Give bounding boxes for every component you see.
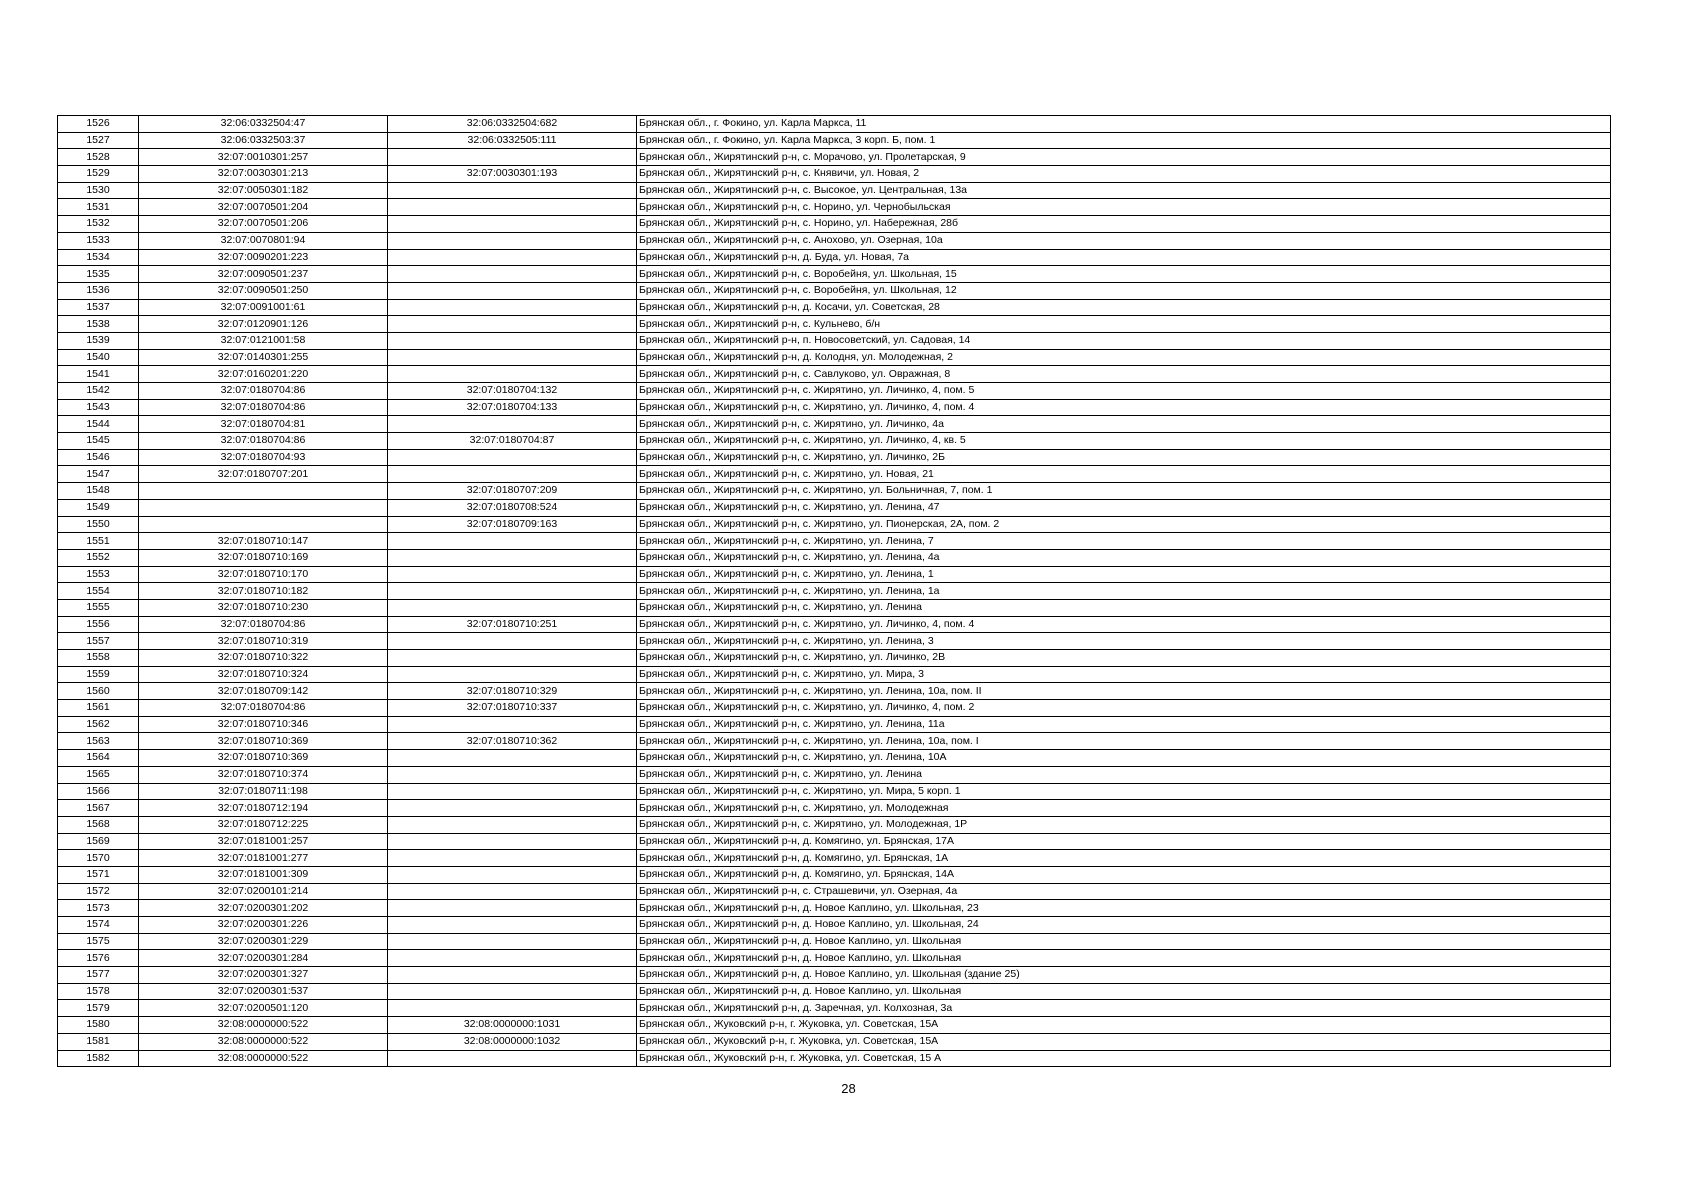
address-cell: Брянская обл., Жирятинский р-н, д. Косачи, ул. Советская, 28 — [637, 299, 1611, 316]
table-row — [58, 166, 1611, 183]
registry-table-body — [58, 116, 1611, 1067]
cadastral-number-cell — [139, 483, 388, 500]
row-number-cell: 1564 — [58, 750, 139, 767]
table-row — [58, 983, 1611, 1000]
cadastral-number-cell: 32:08:0000000:522 — [139, 1033, 388, 1050]
row-number-cell: 1528 — [58, 149, 139, 166]
cadastral-number-cell — [139, 516, 388, 533]
address-cell: Брянская обл., Жирятинский р-н, с. Жирятино, ул. Ленина, 10а, пом. II — [637, 683, 1611, 700]
premises-number-cell — [388, 282, 637, 299]
table-row — [58, 616, 1611, 633]
table-row — [58, 1000, 1611, 1017]
table-row — [58, 182, 1611, 199]
cadastral-number-cell: 32:07:0180710:346 — [139, 716, 388, 733]
premises-number-cell: 32:07:0180704:132 — [388, 383, 637, 400]
address-cell: Брянская обл., Жирятинский р-н, с. Жирятино, ул. Ленина — [637, 766, 1611, 783]
table-row — [58, 266, 1611, 283]
premises-number-cell: 32:07:0180710:337 — [388, 700, 637, 717]
row-number-cell: 1557 — [58, 633, 139, 650]
address-cell: Брянская обл., Жирятинский р-н, д. Колодня, ул. Молодежная, 2 — [637, 349, 1611, 366]
premises-number-cell — [388, 599, 637, 616]
row-number-cell: 1548 — [58, 483, 139, 500]
row-number-cell: 1531 — [58, 199, 139, 216]
address-cell: Брянская обл., Жирятинский р-н, с. Жирятино, ул. Новая, 21 — [637, 466, 1611, 483]
row-number-cell: 1562 — [58, 716, 139, 733]
row-number-cell: 1549 — [58, 499, 139, 516]
premises-number-cell — [388, 583, 637, 600]
cadastral-number-cell: 32:06:0332504:47 — [139, 116, 388, 133]
table-row — [58, 583, 1611, 600]
cadastral-number-cell: 32:07:0030301:213 — [139, 166, 388, 183]
cadastral-number-cell: 32:06:0332503:37 — [139, 132, 388, 149]
table-row — [58, 733, 1611, 750]
premises-number-cell — [388, 816, 637, 833]
cadastral-number-cell: 32:07:0180710:169 — [139, 549, 388, 566]
premises-number-cell — [388, 766, 637, 783]
premises-number-cell — [388, 633, 637, 650]
premises-number-cell — [388, 967, 637, 984]
address-cell: Брянская обл., Жирятинский р-н, д. Новое Каплино, ул. Школьная — [637, 933, 1611, 950]
row-number-cell: 1527 — [58, 132, 139, 149]
cadastral-number-cell: 32:07:0180710:182 — [139, 583, 388, 600]
address-cell: Брянская обл., Жирятинский р-н, с. Жирятино, ул. Ленина, 7 — [637, 533, 1611, 550]
cadastral-number-cell: 32:07:0070801:94 — [139, 232, 388, 249]
address-cell: Брянская обл., Жирятинский р-н, с. Жирятино, ул. Личинко, 4, пом. 4 — [637, 399, 1611, 416]
cadastral-number-cell — [139, 499, 388, 516]
address-cell: Брянская обл., Жирятинский р-н, д. Новое Каплино, ул. Школьная, 23 — [637, 900, 1611, 917]
table-row — [58, 116, 1611, 133]
row-number-cell: 1577 — [58, 967, 139, 984]
row-number-cell: 1529 — [58, 166, 139, 183]
cadastral-number-cell: 32:07:0180711:198 — [139, 783, 388, 800]
table-row — [58, 466, 1611, 483]
row-number-cell: 1569 — [58, 833, 139, 850]
address-cell: Брянская обл., г. Фокино, ул. Карла Маркса, 11 — [637, 116, 1611, 133]
row-number-cell: 1573 — [58, 900, 139, 917]
cadastral-number-cell: 32:08:0000000:522 — [139, 1050, 388, 1067]
address-cell: Брянская обл., Жирятинский р-н, с. Жирятино, ул. Молодежная — [637, 800, 1611, 817]
address-cell: Брянская обл., Жуковский р-н, г. Жуковка, ул. Советская, 15 А — [637, 1050, 1611, 1067]
table-row — [58, 232, 1611, 249]
address-cell: Брянская обл., Жирятинский р-н, с. Жирятино, ул. Молодежная, 1Р — [637, 816, 1611, 833]
address-cell: Брянская обл., Жирятинский р-н, с. Жирятино, ул. Ленина — [637, 599, 1611, 616]
cadastral-number-cell: 32:07:0180710:170 — [139, 566, 388, 583]
row-number-cell: 1532 — [58, 216, 139, 233]
address-cell: Брянская обл., Жирятинский р-н, с. Савлуково, ул. Овражная, 8 — [637, 366, 1611, 383]
premises-number-cell — [388, 950, 637, 967]
address-cell: Брянская обл., Жирятинский р-н, д. Новое Каплино, ул. Школьная — [637, 983, 1611, 1000]
row-number-cell: 1533 — [58, 232, 139, 249]
premises-number-cell — [388, 566, 637, 583]
address-cell: Брянская обл., Жирятинский р-н, с. Жирятино, ул. Ленина, 11а — [637, 716, 1611, 733]
table-row — [58, 199, 1611, 216]
row-number-cell: 1535 — [58, 266, 139, 283]
address-cell: Брянская обл., Жирятинский р-н, с. Княвичи, ул. Новая, 2 — [637, 166, 1611, 183]
premises-number-cell — [388, 366, 637, 383]
address-cell: Брянская обл., Жирятинский р-н, с. Анохово, ул. Озерная, 10а — [637, 232, 1611, 249]
table-row — [58, 716, 1611, 733]
table-row — [58, 650, 1611, 667]
premises-number-cell — [388, 900, 637, 917]
cadastral-number-cell: 32:07:0180704:86 — [139, 433, 388, 450]
address-cell: Брянская обл., Жирятинский р-н, с. Жирятино, ул. Ленина, 10а, пом. I — [637, 733, 1611, 750]
table-row — [58, 633, 1611, 650]
address-cell: Брянская обл., Жирятинский р-н, с. Жирятино, ул. Личинко, 4а — [637, 416, 1611, 433]
table-row — [58, 366, 1611, 383]
row-number-cell: 1571 — [58, 866, 139, 883]
address-cell: Брянская обл., Жирятинский р-н, с. Жирятино, ул. Ленина, 3 — [637, 633, 1611, 650]
cadastral-number-cell: 32:07:0180712:194 — [139, 800, 388, 817]
table-row — [58, 917, 1611, 934]
row-number-cell: 1543 — [58, 399, 139, 416]
premises-number-cell — [388, 800, 637, 817]
address-cell: Брянская обл., Жирятинский р-н, с. Жирятино, ул. Ленина, 10А — [637, 750, 1611, 767]
table-row — [58, 833, 1611, 850]
premises-number-cell: 32:07:0180704:87 — [388, 433, 637, 450]
premises-number-cell — [388, 883, 637, 900]
address-cell: Брянская обл., Жирятинский р-н, д. Комягино, ул. Брянская, 17А — [637, 833, 1611, 850]
address-cell: Брянская обл., Жирятинский р-н, д. Новое Каплино, ул. Школьная — [637, 950, 1611, 967]
table-row — [58, 499, 1611, 516]
table-row — [58, 750, 1611, 767]
address-cell: Брянская обл., Жирятинский р-н, д. Буда, ул. Новая, 7а — [637, 249, 1611, 266]
cadastral-number-cell: 32:07:0180704:86 — [139, 700, 388, 717]
premises-number-cell — [388, 466, 637, 483]
premises-number-cell: 32:07:0180710:251 — [388, 616, 637, 633]
cadastral-number-cell: 32:07:0180710:322 — [139, 650, 388, 667]
address-cell: Брянская обл., Жирятинский р-н, с. Жирятино, ул. Личинко, 4, пом. 4 — [637, 616, 1611, 633]
address-cell: Брянская обл., Жирятинский р-н, с. Жирятино, ул. Мира, 5 корп. 1 — [637, 783, 1611, 800]
address-cell: Брянская обл., Жирятинский р-н, с. Норино, ул. Набережная, 28б — [637, 216, 1611, 233]
row-number-cell: 1580 — [58, 1017, 139, 1034]
row-number-cell: 1539 — [58, 332, 139, 349]
cadastral-number-cell: 32:07:0180704:86 — [139, 616, 388, 633]
row-number-cell: 1575 — [58, 933, 139, 950]
table-row — [58, 599, 1611, 616]
cadastral-number-cell: 32:07:0200501:120 — [139, 1000, 388, 1017]
row-number-cell: 1566 — [58, 783, 139, 800]
row-number-cell: 1526 — [58, 116, 139, 133]
row-number-cell: 1540 — [58, 349, 139, 366]
cadastral-number-cell: 32:07:0200101:214 — [139, 883, 388, 900]
row-number-cell: 1559 — [58, 666, 139, 683]
cadastral-number-cell: 32:07:0180710:324 — [139, 666, 388, 683]
premises-number-cell: 32:07:0180708:524 — [388, 499, 637, 516]
address-cell: Брянская обл., Жирятинский р-н, д. Новое Каплино, ул. Школьная, 24 — [637, 917, 1611, 934]
cadastral-number-cell: 32:07:0200301:229 — [139, 933, 388, 950]
table-row — [58, 132, 1611, 149]
premises-number-cell — [388, 1000, 637, 1017]
cadastral-number-cell: 32:07:0180704:86 — [139, 399, 388, 416]
cadastral-number-cell: 32:07:0180704:81 — [139, 416, 388, 433]
row-number-cell: 1565 — [58, 766, 139, 783]
table-row — [58, 766, 1611, 783]
address-cell: Брянская обл., Жирятинский р-н, п. Новосоветский, ул. Садовая, 14 — [637, 332, 1611, 349]
address-cell: Брянская обл., Жирятинский р-н, с. Норино, ул. Чернобыльская — [637, 199, 1611, 216]
address-cell: Брянская обл., Жирятинский р-н, с. Жирятино, ул. Пионерская, 2А, пом. 2 — [637, 516, 1611, 533]
address-cell: Брянская обл., Жирятинский р-н, с. Жирятино, ул. Мира, 3 — [637, 666, 1611, 683]
cadastral-number-cell: 32:07:0091001:61 — [139, 299, 388, 316]
cadastral-number-cell: 32:07:0090201:223 — [139, 249, 388, 266]
cadastral-number-cell: 32:07:0181001:309 — [139, 866, 388, 883]
address-cell: Брянская обл., Жирятинский р-н, с. Жирятино, ул. Личинко, 2В — [637, 650, 1611, 667]
premises-number-cell — [388, 199, 637, 216]
address-cell: Брянская обл., Жирятинский р-н, с. Жирятино, ул. Личинко, 2Б — [637, 449, 1611, 466]
premises-number-cell — [388, 716, 637, 733]
table-row — [58, 566, 1611, 583]
table-row — [58, 866, 1611, 883]
row-number-cell: 1579 — [58, 1000, 139, 1017]
premises-number-cell — [388, 833, 637, 850]
row-number-cell: 1572 — [58, 883, 139, 900]
table-row — [58, 299, 1611, 316]
table-row — [58, 950, 1611, 967]
table-row — [58, 516, 1611, 533]
row-number-cell: 1542 — [58, 383, 139, 400]
row-number-cell: 1581 — [58, 1033, 139, 1050]
row-number-cell: 1574 — [58, 917, 139, 934]
table-row — [58, 249, 1611, 266]
premises-number-cell — [388, 149, 637, 166]
premises-number-cell — [388, 349, 637, 366]
address-cell: Брянская обл., Жирятинский р-н, с. Жирятино, ул. Больничная, 7, пом. 1 — [637, 483, 1611, 500]
address-cell: Брянская обл., Жирятинский р-н, с. Кульнево, б/н — [637, 316, 1611, 333]
address-cell: Брянская обл., Жирятинский р-н, с. Жирятино, ул. Ленина, 4а — [637, 549, 1611, 566]
cadastral-number-cell: 32:07:0180710:374 — [139, 766, 388, 783]
cadastral-number-cell: 32:07:0200301:284 — [139, 950, 388, 967]
row-number-cell: 1547 — [58, 466, 139, 483]
premises-number-cell — [388, 182, 637, 199]
row-number-cell: 1553 — [58, 566, 139, 583]
cadastral-number-cell: 32:07:0050301:182 — [139, 182, 388, 199]
row-number-cell: 1578 — [58, 983, 139, 1000]
premises-number-cell — [388, 850, 637, 867]
row-number-cell: 1560 — [58, 683, 139, 700]
table-row — [58, 666, 1611, 683]
row-number-cell: 1576 — [58, 950, 139, 967]
premises-number-cell — [388, 249, 637, 266]
cadastral-number-cell: 32:08:0000000:522 — [139, 1017, 388, 1034]
table-row — [58, 1050, 1611, 1067]
table-row — [58, 900, 1611, 917]
row-number-cell: 1563 — [58, 733, 139, 750]
address-cell: Брянская обл., Жирятинский р-н, с. Воробейня, ул. Школьная, 15 — [637, 266, 1611, 283]
cadastral-number-cell: 32:07:0121001:58 — [139, 332, 388, 349]
premises-number-cell: 32:08:0000000:1032 — [388, 1033, 637, 1050]
premises-number-cell: 32:07:0180709:163 — [388, 516, 637, 533]
address-cell: Брянская обл., Жирятинский р-н, с. Жирятино, ул. Личинко, 4, пом. 2 — [637, 700, 1611, 717]
row-number-cell: 1561 — [58, 700, 139, 717]
premises-number-cell — [388, 316, 637, 333]
registry-table — [57, 115, 1611, 1067]
row-number-cell: 1536 — [58, 282, 139, 299]
premises-number-cell: 32:07:0180710:362 — [388, 733, 637, 750]
table-row — [58, 216, 1611, 233]
address-cell: Брянская обл., Жирятинский р-н, с. Жирятино, ул. Ленина, 1а — [637, 583, 1611, 600]
address-cell: Брянская обл., Жирятинский р-н, с. Жирятино, ул. Ленина, 1 — [637, 566, 1611, 583]
table-row — [58, 349, 1611, 366]
cadastral-number-cell: 32:07:0200301:226 — [139, 917, 388, 934]
table-row — [58, 316, 1611, 333]
table-row — [58, 850, 1611, 867]
premises-number-cell — [388, 866, 637, 883]
table-row — [58, 399, 1611, 416]
row-number-cell: 1570 — [58, 850, 139, 867]
premises-number-cell: 32:07:0180704:133 — [388, 399, 637, 416]
address-cell: Брянская обл., Жирятинский р-н, д. Комягино, ул. Брянская, 1А — [637, 850, 1611, 867]
row-number-cell: 1567 — [58, 800, 139, 817]
premises-number-cell — [388, 533, 637, 550]
table-row — [58, 449, 1611, 466]
table-row — [58, 483, 1611, 500]
premises-number-cell — [388, 650, 637, 667]
cadastral-number-cell: 32:07:0180710:369 — [139, 750, 388, 767]
row-number-cell: 1568 — [58, 816, 139, 833]
cadastral-number-cell: 32:07:0120901:126 — [139, 316, 388, 333]
cadastral-number-cell: 32:07:0200301:327 — [139, 967, 388, 984]
row-number-cell: 1538 — [58, 316, 139, 333]
premises-number-cell: 32:07:0180707:209 — [388, 483, 637, 500]
row-number-cell: 1551 — [58, 533, 139, 550]
address-cell: Брянская обл., Жуковский р-н, г. Жуковка, ул. Советская, 15А — [637, 1033, 1611, 1050]
cadastral-number-cell: 32:07:0010301:257 — [139, 149, 388, 166]
cadastral-number-cell: 32:07:0070501:206 — [139, 216, 388, 233]
premises-number-cell — [388, 750, 637, 767]
cadastral-number-cell: 32:07:0180709:142 — [139, 683, 388, 700]
premises-number-cell — [388, 216, 637, 233]
address-cell: Брянская обл., Жирятинский р-н, с. Жирятино, ул. Личинко, 4, пом. 5 — [637, 383, 1611, 400]
cadastral-number-cell: 32:07:0090501:237 — [139, 266, 388, 283]
row-number-cell: 1530 — [58, 182, 139, 199]
cadastral-number-cell: 32:07:0180710:147 — [139, 533, 388, 550]
cadastral-number-cell: 32:07:0160201:220 — [139, 366, 388, 383]
table-row — [58, 700, 1611, 717]
cadastral-number-cell: 32:07:0180704:93 — [139, 449, 388, 466]
address-cell: Брянская обл., Жирятинский р-н, д. Новое Каплино, ул. Школьная (здание 25) — [637, 967, 1611, 984]
row-number-cell: 1552 — [58, 549, 139, 566]
premises-number-cell — [388, 917, 637, 934]
address-cell: Брянская обл., Жирятинский р-н, с. Воробейня, ул. Школьная, 12 — [637, 282, 1611, 299]
table-row — [58, 549, 1611, 566]
premises-number-cell — [388, 666, 637, 683]
premises-number-cell — [388, 549, 637, 566]
address-cell: Брянская обл., г. Фокино, ул. Карла Маркса, 3 корп. Б, пом. 1 — [637, 132, 1611, 149]
address-cell: Брянская обл., Жирятинский р-н, д. Заречная, ул. Колхозная, 3а — [637, 1000, 1611, 1017]
address-cell: Брянская обл., Жирятинский р-н, с. Жирятино, ул. Личинко, 4, кв. 5 — [637, 433, 1611, 450]
table-row — [58, 383, 1611, 400]
row-number-cell: 1554 — [58, 583, 139, 600]
row-number-cell: 1555 — [58, 599, 139, 616]
premises-number-cell — [388, 332, 637, 349]
table-row — [58, 282, 1611, 299]
table-row — [58, 149, 1611, 166]
table-row — [58, 1017, 1611, 1034]
table-row — [58, 533, 1611, 550]
premises-number-cell: 32:06:0332504:682 — [388, 116, 637, 133]
cadastral-number-cell: 32:07:0180710:369 — [139, 733, 388, 750]
premises-number-cell — [388, 299, 637, 316]
cadastral-number-cell: 32:07:0070501:204 — [139, 199, 388, 216]
cadastral-number-cell: 32:07:0200301:202 — [139, 900, 388, 917]
premises-number-cell — [388, 449, 637, 466]
table-row — [58, 800, 1611, 817]
premises-number-cell — [388, 416, 637, 433]
row-number-cell: 1546 — [58, 449, 139, 466]
premises-number-cell — [388, 232, 637, 249]
row-number-cell: 1544 — [58, 416, 139, 433]
premises-number-cell — [388, 983, 637, 1000]
address-cell: Брянская обл., Жирятинский р-н, с. Морачово, ул. Пролетарская, 9 — [637, 149, 1611, 166]
row-number-cell: 1582 — [58, 1050, 139, 1067]
table-row — [58, 816, 1611, 833]
table-row — [58, 1033, 1611, 1050]
address-cell: Брянская обл., Жирятинский р-н, с. Жирятино, ул. Ленина, 47 — [637, 499, 1611, 516]
cadastral-number-cell: 32:07:0180707:201 — [139, 466, 388, 483]
row-number-cell: 1537 — [58, 299, 139, 316]
table-row — [58, 967, 1611, 984]
row-number-cell: 1558 — [58, 650, 139, 667]
address-cell: Брянская обл., Жирятинский р-н, с. Высокое, ул. Центральная, 13а — [637, 182, 1611, 199]
cadastral-number-cell: 32:07:0200301:537 — [139, 983, 388, 1000]
table-row — [58, 416, 1611, 433]
premises-number-cell: 32:08:0000000:1031 — [388, 1017, 637, 1034]
premises-number-cell: 32:06:0332505:111 — [388, 132, 637, 149]
row-number-cell: 1545 — [58, 433, 139, 450]
premises-number-cell — [388, 266, 637, 283]
page-number: 28 — [841, 1081, 856, 1096]
cadastral-number-cell: 32:07:0180712:225 — [139, 816, 388, 833]
premises-number-cell: 32:07:0030301:193 — [388, 166, 637, 183]
table-row — [58, 883, 1611, 900]
premises-number-cell — [388, 783, 637, 800]
row-number-cell: 1534 — [58, 249, 139, 266]
cadastral-number-cell: 32:07:0090501:250 — [139, 282, 388, 299]
table-row — [58, 933, 1611, 950]
address-cell: Брянская обл., Жирятинский р-н, с. Страшевичи, ул. Озерная, 4а — [637, 883, 1611, 900]
table-row — [58, 332, 1611, 349]
row-number-cell: 1556 — [58, 616, 139, 633]
cadastral-number-cell: 32:07:0181001:277 — [139, 850, 388, 867]
address-cell: Брянская обл., Жирятинский р-н, д. Комягино, ул. Брянская, 14А — [637, 866, 1611, 883]
row-number-cell: 1550 — [58, 516, 139, 533]
cadastral-number-cell: 32:07:0181001:257 — [139, 833, 388, 850]
row-number-cell: 1541 — [58, 366, 139, 383]
premises-number-cell — [388, 1050, 637, 1067]
cadastral-number-cell: 32:07:0140301:255 — [139, 349, 388, 366]
cadastral-number-cell: 32:07:0180710:319 — [139, 633, 388, 650]
premises-number-cell: 32:07:0180710:329 — [388, 683, 637, 700]
address-cell: Брянская обл., Жуковский р-н, г. Жуковка, ул. Советская, 15А — [637, 1017, 1611, 1034]
cadastral-number-cell: 32:07:0180710:230 — [139, 599, 388, 616]
table-row — [58, 783, 1611, 800]
table-row — [58, 683, 1611, 700]
table-row — [58, 433, 1611, 450]
cadastral-number-cell: 32:07:0180704:86 — [139, 383, 388, 400]
premises-number-cell — [388, 933, 637, 950]
